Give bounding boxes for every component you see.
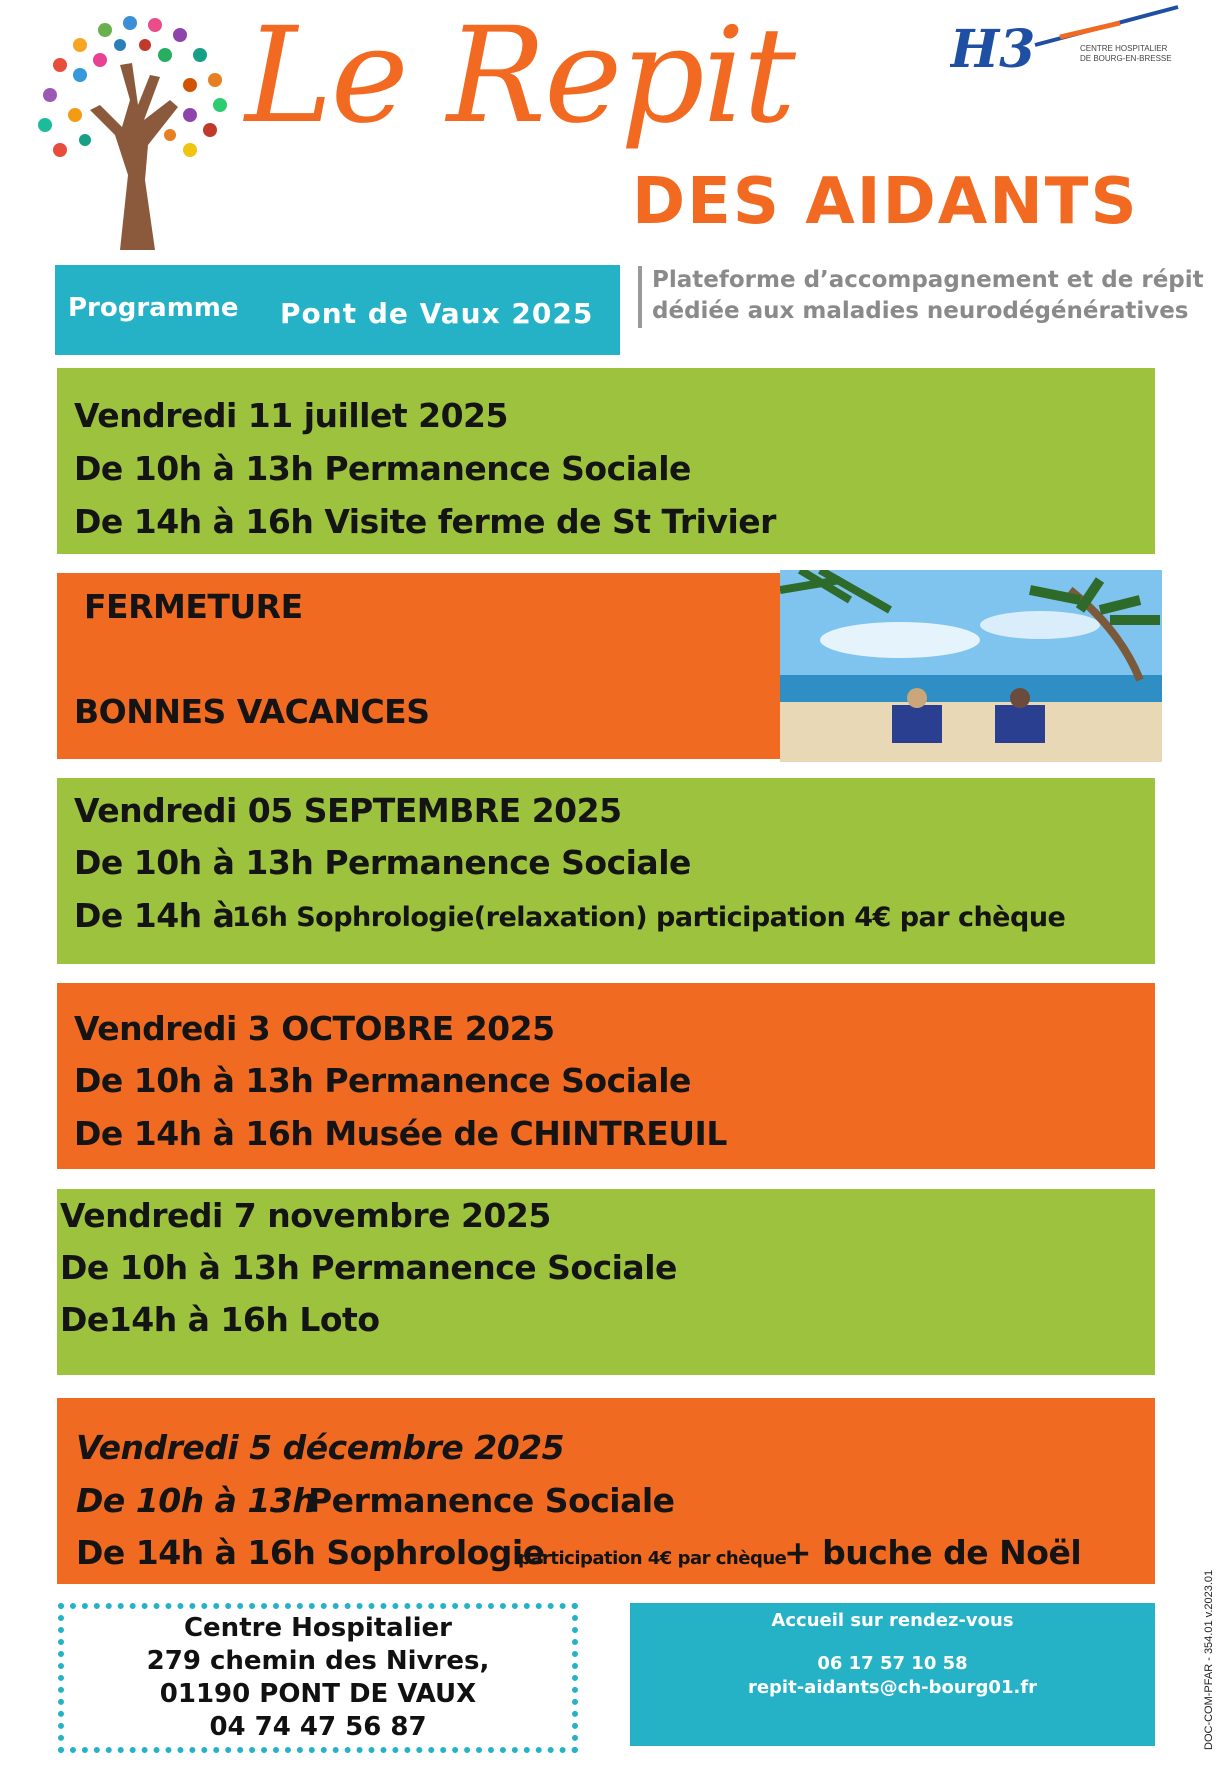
event-date: Vendredi 05 SEPTEMBRE 2025 — [74, 791, 622, 830]
closing-subtitle: BONNES VACANCES — [74, 692, 430, 731]
event-line-time: De 14h à — [74, 896, 235, 935]
contact-phone[interactable]: 06 17 57 10 58 — [817, 1653, 968, 1674]
title-des-aidants: DES AIDANTS — [632, 165, 1139, 239]
event-line: De14h à 16h Loto — [60, 1300, 380, 1339]
event-line: De 10h à 13h Permanence Sociale — [60, 1248, 677, 1287]
logo-mark: H3 — [950, 19, 1036, 80]
event-line: De 14h à 16h Visite ferme de St Trivier — [74, 502, 776, 541]
address-phone: 04 74 47 56 87 — [209, 1712, 427, 1742]
tagline-line-2: dédiée aux maladies neurodégénératives — [652, 298, 1189, 324]
event-date: Vendredi 7 novembre 2025 — [60, 1196, 551, 1235]
tree-hands-illustration — [20, 5, 245, 250]
address-name: Centre Hospitalier — [183, 1613, 453, 1643]
event-line-extra: + buche de Noël — [784, 1533, 1082, 1572]
event-line-detail: Permanence Sociale — [308, 1481, 675, 1520]
event-line: De 14h à 16h Musée de CHINTREUIL — [74, 1114, 727, 1153]
program-label: Programme — [68, 293, 239, 323]
program-place: Pont de Vaux 2025 — [280, 297, 594, 330]
document-reference: DOC-COM-PFAR - 354.01 v.2023.01 — [1203, 1569, 1215, 1750]
event-date: Vendredi 5 décembre 2025 — [76, 1428, 565, 1467]
event-line: De 10h à 13h Permanence Sociale — [74, 843, 691, 882]
tagline-line-1: Plateforme d’accompagnement et de répit — [652, 267, 1204, 293]
logo-caption-line-2: DE BOURG-EN-BRESSE — [1080, 54, 1172, 63]
logo-caption — [1080, 44, 1172, 64]
contact-title: Accueil sur rendez-vous — [771, 1610, 1014, 1631]
title-le-repit: Le Repit — [245, 0, 794, 153]
event-line: De 10h à 13h Permanence Sociale — [74, 449, 691, 488]
logo-caption-line-1: CENTRE HOSPITALIER — [1080, 44, 1168, 53]
event-line-time: De 14h à 16h Sophrologie — [76, 1533, 545, 1572]
event-line: De 10h à 13h Permanence Sociale — [74, 1061, 691, 1100]
event-line-detail: 16h Sophrologie(relaxation) participation 4€ par chèque — [232, 902, 1066, 933]
event-date: Vendredi 11 juillet 2025 — [74, 396, 508, 435]
contact-email[interactable]: repit-aidants@ch-bourg01.fr — [747, 1677, 1038, 1698]
beach-photo — [780, 570, 1162, 762]
event-date: Vendredi 3 OCTOBRE 2025 — [74, 1009, 555, 1048]
address-street: 279 chemin des Nivres, — [146, 1646, 490, 1676]
event-line-note: participation 4€ par chèque — [518, 1548, 787, 1569]
closing-title: FERMETURE — [84, 587, 303, 626]
address-city: 01190 PONT DE VAUX — [159, 1679, 477, 1709]
event-line-time: De 10h à 13h — [76, 1481, 316, 1520]
tagline — [652, 265, 1204, 327]
tagline-divider — [638, 266, 642, 328]
